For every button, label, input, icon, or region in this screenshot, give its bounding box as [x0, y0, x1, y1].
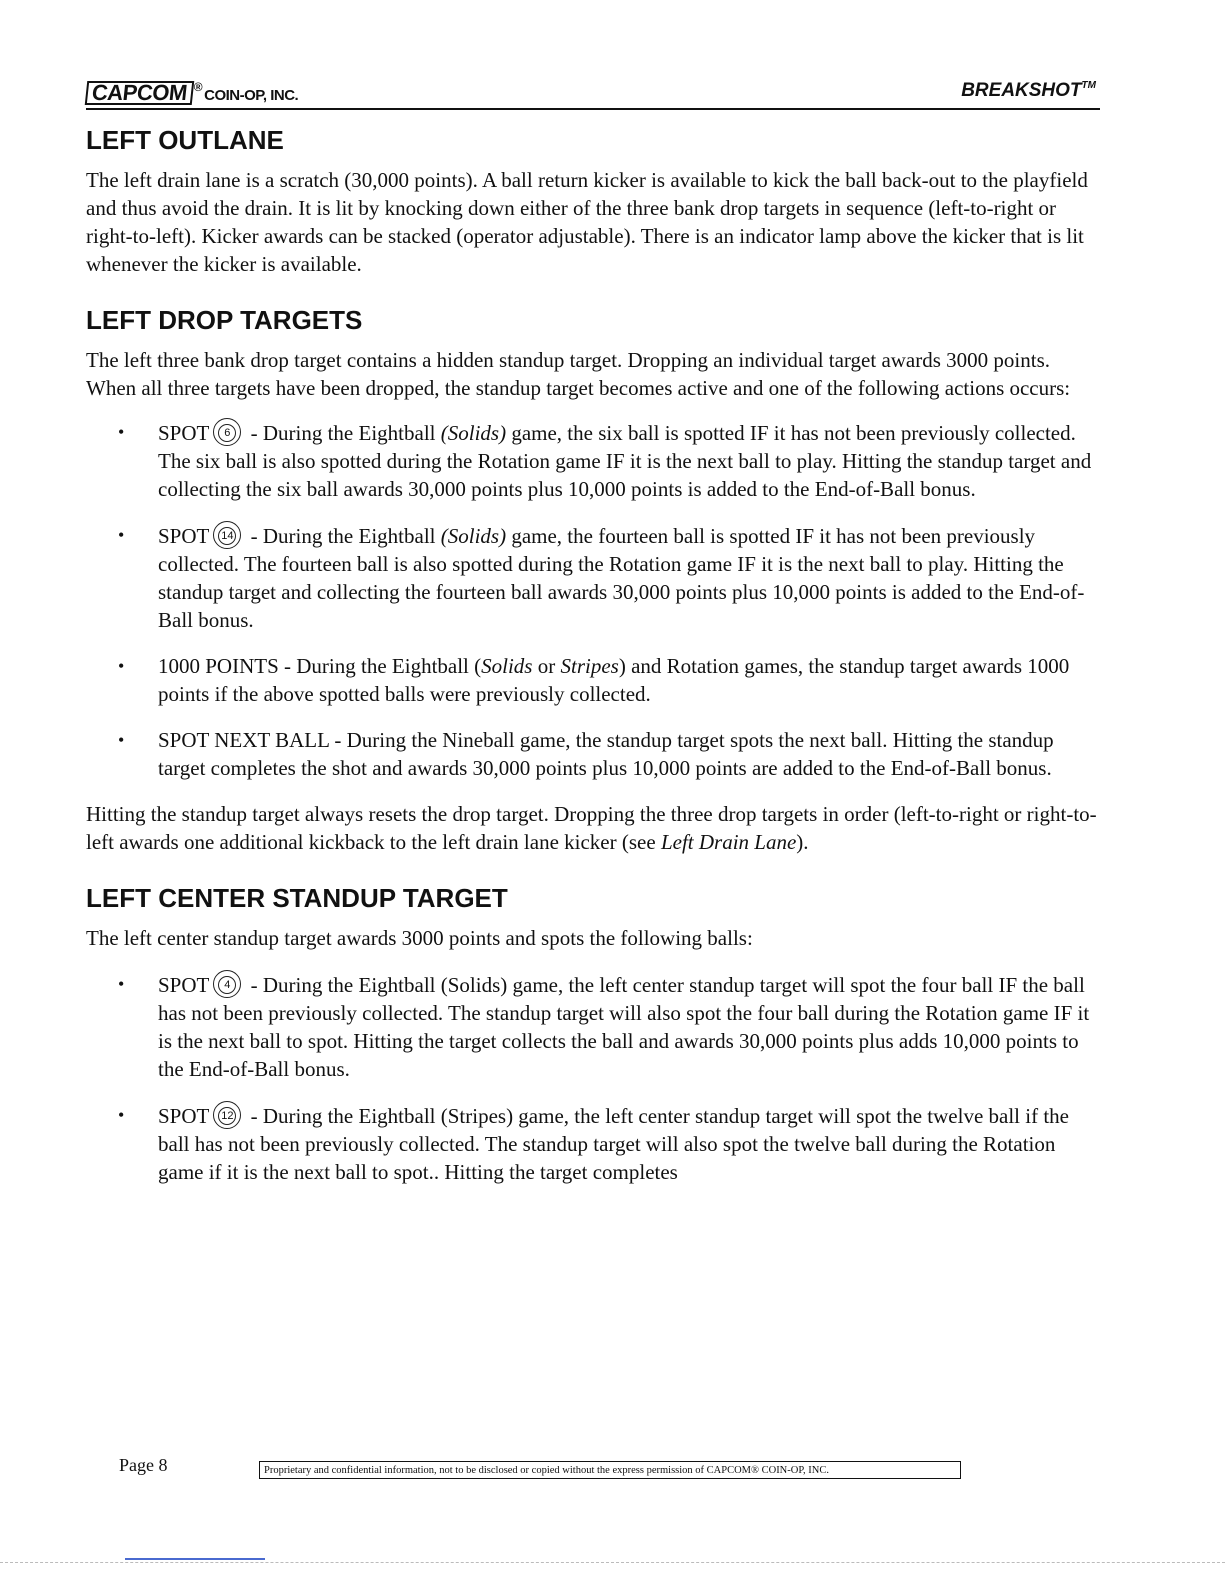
- section-paragraph: The left three bank drop target contains a hidden standup target. Dropping an individual target awards 3000 points. When all three targets have been dropped, the standup target becomes active and one of the following actions occurs:: [86, 348, 1071, 400]
- company-name: COIN-OP, INC.: [204, 87, 299, 104]
- list-item: [86, 1101, 1100, 1186]
- item-emphasis: (Solids): [440, 524, 507, 548]
- ball-4-icon: [213, 970, 241, 998]
- logo-registered-mark: ®: [193, 80, 203, 94]
- confidentiality-notice: Proprietary and confidential information, not to be disclosed or copied without the express permission of CAPCOM® COIN-OP, INC.: [259, 1461, 961, 1479]
- list-item: [86, 418, 1100, 503]
- item-emphasis: Stripes: [560, 654, 619, 678]
- item-text: game, the fourteen ball is spotted IF it has not been previously collected. The fourteen ball is also spotted during the Rotation game IF it is the next ball to play. Hitting the standup target and collecting the fourteen ball awards 30,000 points plus 10,000 points is added to the End-of-Ball bonus.: [158, 524, 1085, 632]
- item-text: - During the Eightball (Stripes) game, the left center standup target will spot the twelve ball if the ball has not been previously collected. The standup target will also spot the twelve ball during the Rotation game if it is the next ball to spot.. Hitting the target completes: [158, 1104, 1069, 1184]
- outro-emphasis: Left Drain Lane: [660, 830, 797, 854]
- item-emphasis: (Solids): [440, 421, 507, 445]
- ball-6-icon: [213, 418, 241, 446]
- bullet-list: [86, 970, 1100, 1186]
- bottom-divider: [0, 1562, 1225, 1563]
- bottom-accent-line: [125, 1558, 265, 1560]
- section-paragraph: The left center standup target awards 3000 points and spots the following balls:: [86, 926, 753, 950]
- section-paragraph: The left drain lane is a scratch (30,000 points). A ball return kicker is available to kick the ball back-out to the playfield and thus avoid the drain. It is lit by knocking down either of the three bank drop targets in sequence (left-to-right or right-to-left). Kicker awards can be stacked (operator adjustable). There is an indicator lamp above the kicker that is lit whenever the kicker is available.: [86, 168, 1088, 276]
- item-text: SPOT NEXT BALL - During the Nineball game, the standup target spots the next ball. Hitting the standup target completes the shot and awards 30,000 points plus 10,000 points are added to the End-of-Ball bonus.: [158, 728, 1054, 780]
- document-body: [86, 124, 1100, 1204]
- section-paragraph: [86, 800, 1100, 856]
- ball-14-icon: [213, 521, 241, 549]
- ball-number: 6: [218, 424, 236, 442]
- list-item: [86, 521, 1100, 634]
- trademark-mark: TM: [1081, 80, 1096, 91]
- list-item: [86, 970, 1100, 1083]
- item-text: - During the Eightball: [245, 524, 441, 548]
- product-title: [961, 80, 1096, 102]
- item-lead: SPOT: [158, 524, 210, 548]
- ball-number: 12: [218, 1107, 236, 1125]
- section-heading-left-outlane: LEFT OUTLANE: [86, 125, 284, 155]
- page-header: [86, 78, 1100, 110]
- item-lead: SPOT: [158, 421, 210, 445]
- capcom-logo: [86, 80, 298, 106]
- item-lead: SPOT: [158, 1104, 210, 1128]
- item-text: 1000 POINTS - During the Eightball (: [158, 654, 482, 678]
- outro-text: Hitting the standup target always resets the drop target. Dropping the three drop targets in order (left-to-right or right-to-left awards one additional kickback to the left drain lane kicker (see: [86, 802, 1097, 854]
- list-item: [86, 652, 1100, 708]
- section-heading-left-center-standup-target: LEFT CENTER STANDUP TARGET: [86, 883, 508, 913]
- page-number: Page 8: [119, 1455, 168, 1475]
- ball-12-icon: [213, 1101, 241, 1129]
- item-emphasis: Solids: [481, 654, 533, 678]
- section-heading-left-drop-targets: LEFT DROP TARGETS: [86, 305, 363, 335]
- item-text: or: [532, 654, 561, 678]
- list-item: [86, 726, 1100, 782]
- item-lead: SPOT: [158, 973, 210, 997]
- outro-text: ).: [796, 830, 809, 854]
- item-text: - During the Eightball: [245, 421, 441, 445]
- item-text: ) and Rotation games, the standup target awards 1000 points if the above spotted balls were previously collected.: [158, 654, 1070, 706]
- ball-number: 14: [218, 527, 236, 545]
- logo-wordmark: CAPCOM: [85, 81, 194, 105]
- bullet-list: [86, 418, 1100, 782]
- item-text: - During the Eightball (Solids) game, the left center standup target will spot the four ball IF the ball has not been previously collected. The standup target will also spot the four ball during the Rotation game IF it is the next ball to spot. Hitting the target collects the ball and awards 30,000 points plus adds 10,000 points to the End-of-Ball bonus.: [158, 973, 1090, 1081]
- ball-number: 4: [218, 976, 236, 994]
- item-text: game, the six ball is spotted IF it has not been previously collected. The six ball is also spotted during the Rotation game IF it is the next ball to play. Hitting the standup target and collecting the six ball awards 30,000 points plus 10,000 points is added to the End-of-Ball bonus.: [158, 421, 1092, 501]
- product-name: BREAKSHOT: [961, 80, 1082, 101]
